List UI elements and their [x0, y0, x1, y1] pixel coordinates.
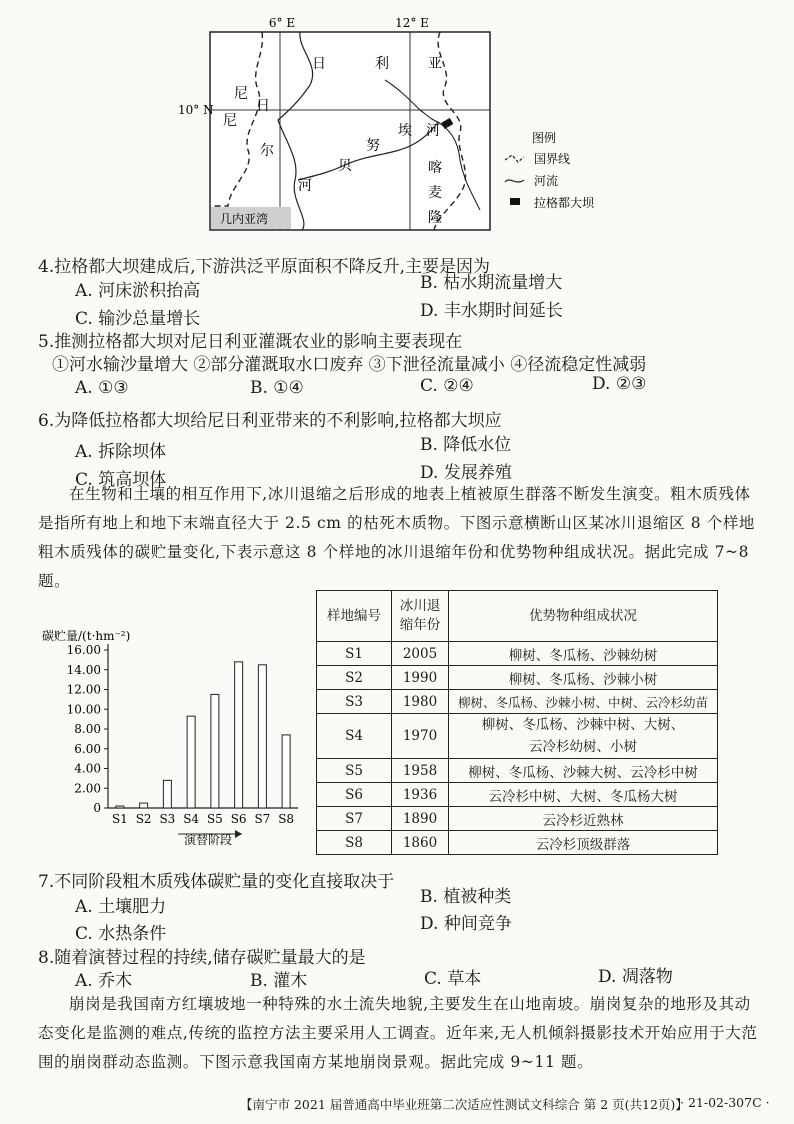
- chart-y-tick-label: 0: [93, 801, 101, 815]
- chart-bar-s1: [116, 806, 124, 808]
- q6-option-c[interactable]: C. 筑高坝体: [75, 470, 167, 490]
- footer-right: · 21-02-307C ·: [680, 1095, 770, 1110]
- passage-7-8: 在生物和土壤的相互作用下,冰川退缩之后形成的地表上植被原生群落不断发生演变。粗木质残体是指所有地上和地下末端直径大于 2.5 cm 的枯死木质物。下图示意横断山区某冰川退缩区 8 个样地粗木质残体的碳贮量变化,下表示意这 8 个样地的冰川退缩年份和优势物种组成状况。据此完成 7~8 题。: [38, 485, 756, 590]
- chart-x-tick-label: S8: [278, 812, 295, 826]
- q5-stem: 5.推测拉格都大坝对尼日利亚灌溉农业的影响主要表现在: [38, 332, 463, 352]
- cell-id: S5: [317, 759, 392, 783]
- q7-option-d[interactable]: D. 种间竞争: [420, 914, 512, 934]
- q6-option-b[interactable]: B. 降低水位: [420, 435, 512, 455]
- chart-bar-s8: [282, 735, 290, 808]
- table-row: [317, 831, 718, 855]
- cell-id: S3: [317, 690, 392, 714]
- legend-border-symbol: [505, 155, 524, 162]
- cameroon-label-3: 隆: [428, 210, 442, 226]
- cell-year: 1980: [392, 690, 449, 714]
- table-row: [317, 807, 718, 831]
- nigeria-map: [170, 10, 630, 250]
- benue-label-3: 埃: [398, 123, 412, 139]
- label-lon-6e: 6° E: [268, 16, 296, 30]
- table-row: [317, 642, 718, 666]
- carbon-storage-chart: [30, 618, 320, 848]
- table-row: [317, 783, 718, 807]
- chart-y-tick-label: 16.00: [66, 643, 101, 657]
- cell-id: S1: [317, 642, 392, 666]
- chart-y-tick-label: 8.00: [74, 722, 101, 736]
- table-row: [317, 690, 718, 714]
- q8-option-c[interactable]: C. 草本: [424, 969, 482, 989]
- table-row: [317, 666, 718, 690]
- map-figure: [170, 10, 630, 250]
- th-plot-id: 样地编号: [317, 591, 392, 642]
- chart-bar-s2: [140, 803, 148, 808]
- label-lat-10n: 10° N: [178, 103, 214, 117]
- chart-x-tick-label: S2: [135, 812, 152, 826]
- chart-x-tick-label: S3: [159, 812, 176, 826]
- cell-species: 柳树、冬瓜杨、沙棘幼树: [449, 642, 718, 666]
- chart-bar-s3: [163, 780, 171, 808]
- map-label-ya: 亚: [428, 56, 442, 72]
- chart-bar-s4: [187, 716, 195, 808]
- th-retreat-year: 冰川退缩年份: [392, 591, 449, 642]
- table-row: [317, 759, 718, 783]
- q4-option-b[interactable]: B. 枯水期流量增大: [420, 273, 563, 293]
- cell-year: 1958: [392, 759, 449, 783]
- legend-border-label: 国界线: [534, 152, 571, 166]
- footer-left: 【南宁市 2021 届普通高中毕业班第二次适应性测试文科综合 第 2 页(共12页)】: [240, 1097, 688, 1112]
- river-label-2: 日: [256, 98, 270, 114]
- q4-stem: 4.拉格都大坝建成后,下游洪泛平原面积不降反升,主要是因为: [38, 257, 491, 277]
- chart-y-label: 碳贮量/(t·hm⁻²): [42, 629, 131, 643]
- cell-year: 1990: [392, 666, 449, 690]
- chart-x-tick-label: S4: [183, 812, 200, 826]
- chart-y-tick-label: 12.00: [66, 682, 101, 697]
- cell-id: S2: [317, 666, 392, 690]
- chart-x-tick-label: S7: [254, 812, 271, 826]
- chart-y-tick-label: 6.00: [74, 741, 101, 756]
- q8-option-a[interactable]: A. 乔木: [75, 971, 133, 991]
- chart-x-tick-label: S6: [230, 812, 247, 826]
- q7-stem: 7.不同阶段粗木质残体碳贮量的变化直接取决于: [38, 872, 395, 892]
- passage-9-11: 崩岗是我国南方红壤坡地一种特殊的水土流失地貌,主要发生在山地南坡。崩岗复杂的地形及其动态变化是监测的难点,传统的监控方法主要采用人工调查。近年来,无人机倾斜摄影技术开始应用于大范围的崩岗群动态监测。下图示意我国南方某地崩岗景观。据此完成 9~11 题。: [38, 995, 758, 1071]
- q5-option-b[interactable]: B. ①④: [250, 378, 304, 398]
- sample-plot-table: [316, 590, 718, 855]
- map-label-ri: 日: [312, 56, 326, 72]
- q5-option-c[interactable]: C. ②④: [420, 376, 474, 396]
- map-label-ni: 尼: [234, 86, 248, 102]
- river-label-1: 尼: [223, 113, 237, 129]
- chart-x-tick-label: S1: [111, 812, 128, 826]
- q4-option-c[interactable]: C. 输沙总量增长: [75, 309, 201, 329]
- chart-x-arrow-head: [235, 830, 242, 838]
- cell-species: 柳树、冬瓜杨、沙棘中树、大树、云冷杉幼树、小树: [449, 714, 718, 759]
- cameroon-label-2: 麦: [428, 185, 442, 201]
- chart-y-tick-label: 4.00: [74, 761, 101, 776]
- cell-year: 2005: [392, 642, 449, 666]
- legend-dam-label: 拉格都大坝: [534, 196, 595, 210]
- cell-species: 云冷杉中树、大树、冬瓜杨大树: [449, 783, 718, 807]
- river-label-4: 河: [298, 178, 312, 194]
- cell-id: S7: [317, 807, 392, 831]
- q4-option-a[interactable]: A. 河床淤积抬高: [75, 281, 201, 301]
- cell-year: 1970: [392, 714, 449, 759]
- table-header-row: [317, 591, 718, 642]
- cell-year: 1890: [392, 807, 449, 831]
- chart-bar-s5: [211, 694, 219, 808]
- river-label-3: 尔: [260, 143, 274, 159]
- q8-option-b[interactable]: B. 灌木: [250, 971, 308, 991]
- cell-year: 1860: [392, 831, 449, 855]
- table-row: [317, 714, 718, 759]
- chart-x-label: 演替阶段: [183, 833, 233, 847]
- cell-species: 柳树、冬瓜杨、沙棘小树: [449, 666, 718, 690]
- benue-label-4: 河: [426, 123, 440, 139]
- q4-option-d[interactable]: D. 丰水期时间延长: [420, 301, 563, 321]
- gulf-label: 几内亚湾: [220, 212, 269, 226]
- legend-title: 图例: [532, 131, 557, 145]
- q6-stem: 6.为降低拉格都大坝给尼日利亚带来的不利影响,拉格都大坝应: [38, 411, 502, 431]
- chart-y-tick-label: 2.00: [74, 781, 101, 796]
- label-lon-12e: 12° E: [395, 16, 429, 30]
- legend-river-label: 河流: [534, 174, 559, 188]
- cell-id: S6: [317, 783, 392, 807]
- q6-option-a[interactable]: A. 拆除坝体: [75, 442, 167, 462]
- benue-label-1: 贝: [338, 158, 352, 174]
- bar-chart: [30, 618, 320, 848]
- cell-species: 柳树、冬瓜杨、沙棘大树、云冷杉中树: [449, 759, 718, 783]
- cell-id: S4: [317, 714, 392, 759]
- legend-dam-symbol: [510, 198, 520, 205]
- q6-option-d[interactable]: D. 发展养殖: [420, 463, 512, 483]
- chart-y-tick-label: 10.00: [66, 702, 101, 717]
- map-label-li: 利: [375, 56, 389, 72]
- chart-x-tick-label: S5: [206, 812, 223, 826]
- q8-option-d[interactable]: D. 凋落物: [598, 967, 673, 987]
- legend-river-symbol: [505, 180, 524, 182]
- benue-label-2: 努: [366, 138, 380, 154]
- chart-y-tick-label: 14.00: [66, 662, 101, 677]
- q7-option-a[interactable]: A. 土壤肥力: [75, 897, 167, 917]
- q5-items: ①河水输沙量增大 ②部分灌溉取水口废弃 ③下泄径流量减小 ④径流稳定性减弱: [52, 355, 647, 375]
- q5-option-d[interactable]: D. ②③: [592, 374, 647, 394]
- cell-species: 云冷杉顶级群落: [449, 831, 718, 855]
- chart-bar-s6: [235, 662, 243, 808]
- cell-id: S8: [317, 831, 392, 855]
- q8-stem: 8.随着演替过程的持续,储存碳贮量最大的是: [38, 948, 366, 968]
- cell-species: 云冷杉近熟林: [449, 807, 718, 831]
- q7-option-b[interactable]: B. 植被种类: [420, 887, 512, 907]
- q5-option-a[interactable]: A. ①③: [75, 378, 129, 398]
- chart-bar-s7: [258, 665, 266, 808]
- th-species: 优势物种组成状况: [449, 591, 718, 642]
- cameroon-label-1: 喀: [428, 160, 442, 176]
- cell-year: 1936: [392, 783, 449, 807]
- cell-species: 柳树、冬瓜杨、沙棘小树、中树、云冷杉幼苗: [449, 690, 718, 714]
- q7-option-c[interactable]: C. 水热条件: [75, 924, 167, 944]
